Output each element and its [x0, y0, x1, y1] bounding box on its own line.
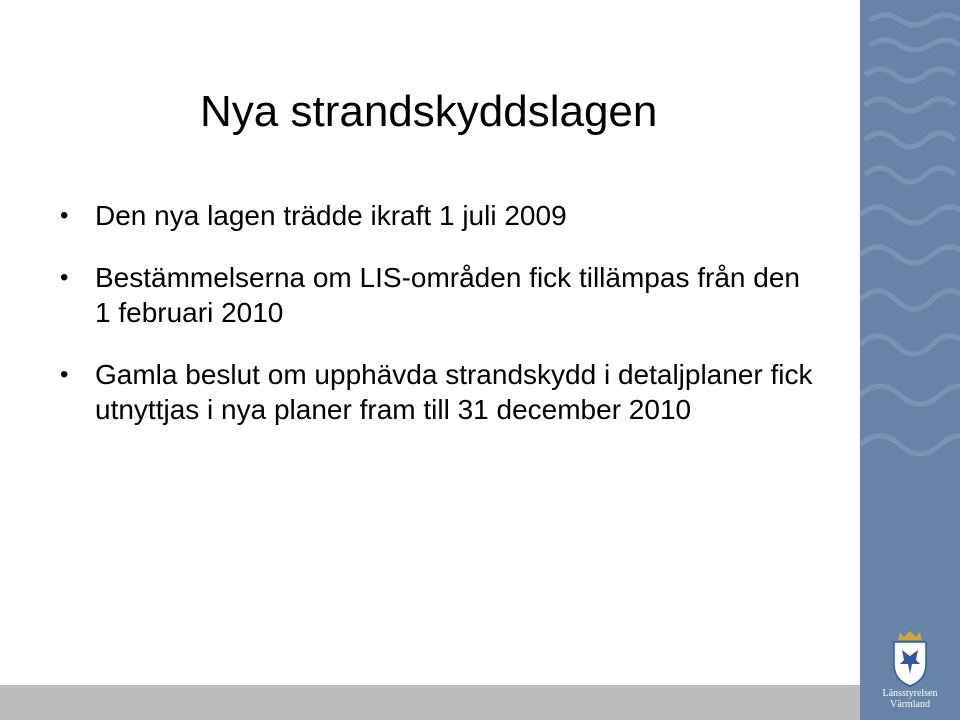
- bullet-text: Den nya lagen trädde ikraft 1 juli 2009: [95, 200, 567, 231]
- side-panel: [860, 0, 960, 720]
- slide-title: Nya strandskyddslagen: [200, 87, 658, 136]
- coat-of-arms-icon: [880, 628, 940, 688]
- logo-line-2: Värmland: [890, 699, 930, 710]
- bullet-text: Bestämmelserna om LIS-områden fick tillämpas från den 1 februari 2010: [95, 262, 800, 328]
- bullet-item: [58, 198, 838, 233]
- wave-pattern-icon: [860, 0, 960, 720]
- bullet-list: [58, 198, 838, 448]
- bullet-item: [58, 357, 815, 427]
- bullet-icon: •: [60, 202, 69, 229]
- bottom-bar: [0, 685, 860, 720]
- bullet-icon: •: [60, 361, 69, 388]
- bullet-icon: •: [60, 264, 69, 291]
- bullet-text: Gamla beslut om upphävda strandskydd i detaljplaner fick utnyttjas i nya planer fram till 31 december 2010: [95, 359, 813, 425]
- logo-text: [870, 688, 950, 710]
- logo-line-1: Länsstyrelsen: [882, 688, 938, 699]
- bullet-item: [58, 260, 815, 330]
